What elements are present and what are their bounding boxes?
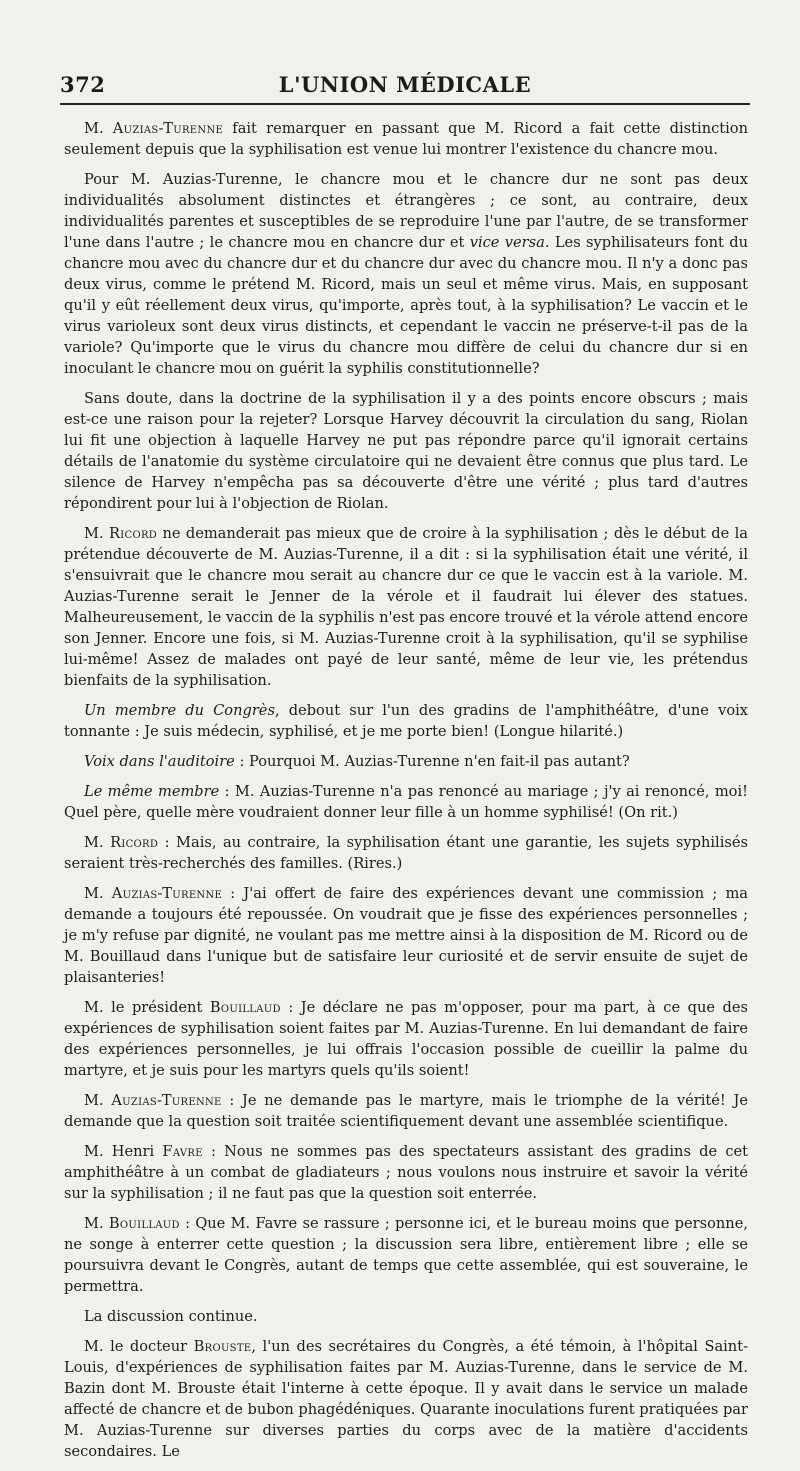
text-run: M. Henri (84, 1143, 163, 1160)
italic-text: Un membre du Congrès (84, 702, 275, 719)
text-run: M. (84, 120, 113, 137)
text-run: : Que M. Favre se rassure ; personne ici, et le bureau moins que personne, ne songe à enterrer cette question ; la discussion sera libre, entièrement libre ; elle se poursuivra devant le Congrès, autant de temps que cette assemblée, qui est souveraine, le permettra. (64, 1215, 748, 1295)
text-run: : J'ai offert de faire des expériences devant une commission ; ma demande a toujours été repoussée. On voudrait que je fisse des expériences personnelles ; je m'y refuse par dignité, ne voulant pas me mettre ainsi à la disposition de M. Ricord ou de M. Bouillaud dans l'unique but de satisfaire leur curiosité et de servir ensuite de sujet de plaisanteries! (64, 885, 748, 986)
italic-text: Le même membre (84, 783, 220, 800)
text-run: : Je déclare ne pas m'opposer, pour ma part, à ce que des expériences de syphilisation soient faites par M. Auzias-Turenne. En lui demandant de faire des expériences personnelles, je lui offrais l'occasion possible de cueillir la palme du martyre, et je suis pour les martyrs quels qu'ils soient! (64, 999, 749, 1079)
text-run: M. (84, 1215, 109, 1232)
paragraph (64, 1213, 748, 1297)
italic-text: Voix dans l'auditoire (84, 753, 235, 770)
text-run: , l'un des secrétaires du Congrès, a été témoin, à l'hôpital Saint-Louis, d'expériences de syphilisation faites par M. Auzias-Turenne, dans le service de M. Bazin dont M. Brouste était l'interne à cette époque. Il y avait dans le service un malade affecté de chancre et de bubon phagédéniques. Quarante inoculations furent pratiquées par M. Auzias-Turenne sur diverses parties du corps avec de la matière d'accidents secondaires. Le (64, 1338, 749, 1460)
page-header (60, 72, 750, 102)
text-run: M. (84, 885, 112, 902)
text-run: M. (84, 834, 111, 851)
paragraph (64, 700, 748, 742)
article-body (64, 118, 748, 1471)
text-run: , debout sur l'un des gradins de l'amphithéâtre, d'une voix tonnante : Je suis médecin, syphilisé, et je me porte bien! (Longue hilarité.) (64, 702, 748, 740)
journal-title: L'UNION MÉDICALE (278, 72, 532, 97)
paragraph (64, 523, 748, 691)
text-run: : Je ne demande pas le martyre, mais le triomphe de la vérité! Je demande que la question soit traitée scientifiquement devant une assemblée scientifique. (64, 1092, 748, 1130)
text-run: M. le président (84, 999, 210, 1016)
italic-text: vice versa (469, 234, 545, 251)
text-run: : Pourquoi M. Auzias-Turenne n'en fait-il pas autant? (234, 753, 630, 770)
text-run: M. le docteur (84, 1338, 194, 1355)
text-run: Pour M. Auzias-Turenne, le chancre mou et le chancre dur ne sont pas deux individualités absolument distinctes et étrangères ; ce sont, au contraire, deux individualités parentes et susceptibles de se reproduire l'une par l'autre, de se transformer l'une dans l'autre ; le chancre mou en chancre dur et (64, 171, 748, 251)
text-run: Sans doute, dans la doctrine de la syphilisation il y a des points encore obscurs ; mais est-ce une raison pour la rejeter? Lorsque Harvey découvrit la circulation du sang, Riolan lui fit une objection à laquelle Harvey ne put pas répondre parce qu'il ignorait certains détails de l'anatomie du système circulatoire qui ne devaient être connus que plus tard. Le silence de Harvey n'empêcha pas sa découverte d'être une vérité ; plus tard d'autres répondirent pour lui à l'objection de Riolan. (64, 390, 748, 512)
paragraph (64, 997, 748, 1081)
text-run: M. (84, 1092, 112, 1109)
speaker-name: Auzias-Turenne (112, 120, 224, 137)
speaker-name: Ricord (110, 834, 159, 851)
paragraph (64, 169, 748, 379)
paragraph (64, 781, 748, 823)
paragraph (64, 1090, 748, 1132)
paragraph (64, 832, 748, 874)
page-number: 372 (60, 72, 106, 97)
paragraph (64, 883, 748, 988)
text-run: : Nous ne sommes pas des spectateurs assistant des gradins de cet amphithéâtre à un combat de gladiateurs ; nous voulons nous instruire et savoir la vérité sur la syphilisation ; il ne faut pas que la question soit enterrée. (64, 1143, 748, 1202)
speaker-name: Favre (162, 1143, 203, 1160)
speaker-name: Auzias-Turenne (111, 885, 223, 902)
text-run: : Mais, au contraire, la syphilisation étant une garantie, les sujets syphilisés seraient très-recherchés des familles. (Rires.) (64, 834, 748, 872)
paragraph (64, 751, 748, 772)
text-run: . Les syphilisateurs font du chancre mou avec du chancre dur et du chancre dur avec du chancre mou. Il n'y a donc pas deux virus, comme le prétend M. Ricord, mais un seul et même virus. Mais, en supposant qu'il y eût réellement deux virus, qu'importe, après tout, à la syphilisation? Le vaccin et le virus varioleux sont deux virus distincts, et cependant le vaccin ne préserve-t-il pas de la variole? Qu'importe que le virus du chancre mou diffère de celui du chancre dur si en inoculant le chancre mou on guérit la syphilis constitutionnelle? (64, 234, 748, 377)
speaker-name: Ricord (108, 525, 158, 542)
paragraph (64, 388, 748, 514)
speaker-name: Bouillaud (108, 1215, 180, 1232)
speaker-name: Bouillaud (209, 999, 281, 1016)
paragraph (64, 1336, 748, 1462)
text-run: ne demanderait pas mieux que de croire à la syphilisation ; dès le début de la prétendue découverte de M. Auzias-Turenne, il a dit : si la syphilisation était une vérité, il s'ensuivrait que le chancre mou serait au chancre dur ce que le vaccin est à la variole. M. Auzias-Turenne serait le Jenner de la vérole et il faudrait lui élever des statues. Malheureusement, le vaccin de la syphilis n'est pas encore trouvé et la vérole attend encore son Jenner. Encore une fois, si M. Auzias-Turenne croit à la syphilisation, qu'il se syphilise lui-même! Assez de malades ont payé de leur santé, même de leur vie, les prétendus bienfaits de la syphilisation. (64, 525, 748, 689)
text-run: M. (84, 525, 109, 542)
text-run: La discussion continue. (84, 1308, 258, 1325)
header-rule (60, 103, 750, 105)
speaker-name: Auzias-Turenne (111, 1092, 222, 1109)
paragraph (64, 1306, 748, 1327)
paragraph (64, 118, 748, 160)
text-run: fait remarquer en passant que M. Ricord a fait cette distinction seulement depuis que la syphilisation est venue lui montrer l'existence du chancre mou. (64, 120, 748, 158)
speaker-name: Brouste (193, 1338, 252, 1355)
text-run: : M. Auzias-Turenne n'a pas renoncé au mariage ; j'y ai renoncé, moi! Quel père, quelle mère voudraient donner leur fille à un homme syphilisé! (On rit.) (64, 783, 748, 821)
paragraph (64, 1141, 748, 1204)
